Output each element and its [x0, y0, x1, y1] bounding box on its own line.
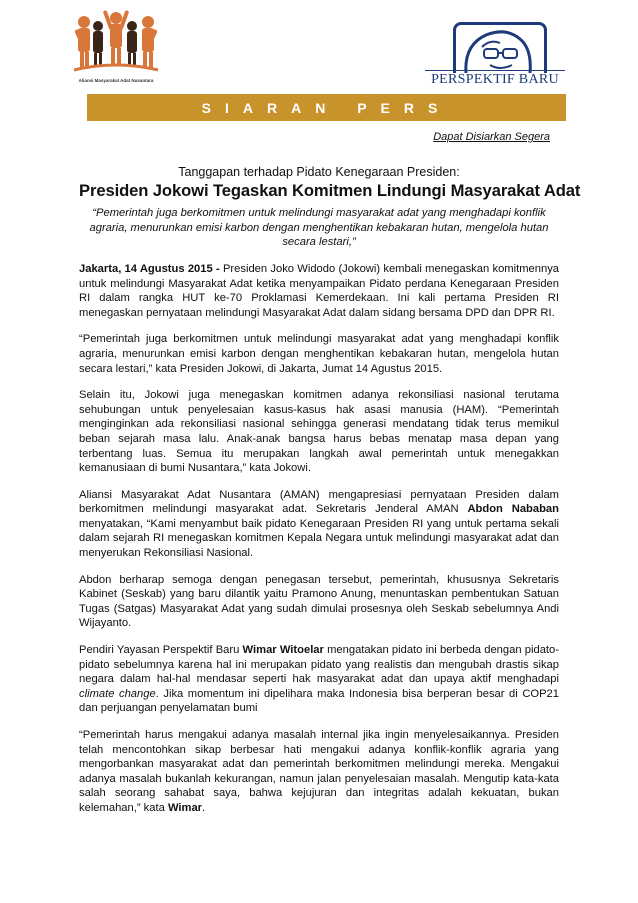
person-name: Abdon Nababan	[467, 503, 559, 516]
article-title: Presiden Jokowi Tegaskan Komitmen Lindungi Masyarakat Adat	[79, 180, 581, 200]
paragraph-7	[79, 728, 559, 816]
person-name: Wimar	[167, 801, 203, 814]
perspektif-baru-wordmark: PERSPEKTIF BARU	[425, 70, 565, 88]
paragraph-6-text-b: mengatakan pidato ini berbeda dengan pidato-pidato sebelumnya karena hal ini merupakan pidato yang realistis dan mengubah drastis sikap negara dalam hal-hal mendasar seperti hak masyarakat adat dan upaya aktif menghadapi	[79, 644, 559, 686]
paragraph-4-text-a: Aliansi Masyarakat Adat Nusantara (AMAN) mengapresiasi pernyataan Presiden dalam berkomitmen melindungi masyarakat adat. Sekretaris Jenderal AMAN	[79, 488, 559, 516]
paragraph-6-text-c: . Jika momentum ini dipelihara maka Indonesia bisa berperan besar di COP21 dan perjuangan penyelamatan bumi	[79, 687, 560, 715]
dateline: Jakarta, 14 Agustus 2015 -	[79, 262, 220, 275]
pre-title: Tanggapan terhadap Pidato Kenegaraan Presiden:	[178, 165, 460, 179]
italic-term: climate change	[79, 687, 156, 700]
paragraph-1-text: Presiden Joko Widodo (Jokowi) kembali menegaskan komitmennya untuk melindungi Masyarakat Adat ketika menyampaikan Pidato perdana Kenegaraan Presiden RI dalam rangka HUT ke-70 Proklamasi Kemerdekaan. Ini kali pertama Presiden RI menegaskan pernyataan melindungi Masyarakat Adat dalam sidang bersama DPD dan DPR RI.	[79, 262, 560, 319]
article-body	[79, 165, 581, 828]
release-note: Dapat Disiarkan Segera	[433, 131, 550, 143]
paragraph-6-text-a: Pendiri Yayasan Perspektif Baru	[79, 644, 243, 657]
paragraph-7-text-a: “Pemerintah harus mengakui adanya masalah internal jika ingin menyelesaikannya. Presiden telah mencontohkan sikap berbesar hati mengakui adanya konflik-konflik agraria yang mengorbankan masyarakat adat dan pemerintah berkomitmen melindungi mereka. Mengakui adanya masalah bukanlah kekurangan, namun jalan penyelesaian masalah. Mengutip kata-kata salah seorang sahabat saya, bahwa kejujuran dan integritas adalah kekuatan, bukan kelemahan,” kata	[79, 729, 559, 814]
lede-quote: “Pemerintah juga berkomitmen untuk melindungi masyarakat adat yang menghadapi konflik agraria, menurunkan emisi karbon dengan menghentikan kebakaran hutan, mengelola hutan secara lestari,”	[89, 207, 549, 249]
paragraph-3: Selain itu, Jokowi juga menegaskan komitmen adanya rekonsiliasi nasional terutama sehubungan untuk penyelesaian kasus-kasus hak asasi manusia (HAM). “Pemerintah menginginkan ada rekonsiliasi nasional sehingga generasi mendatang tidak terus memikul beban sejarah masa lalu. Anak-anak bangsa harus bebas menatap masa depan yang terbentang luas. Semua itu merupakan langkah awal pemerintah untuk menegakkan kemanusiaan di bumi Nusantara,” kata Jokowi.	[79, 389, 559, 475]
person-name: Wimar Witoelar	[242, 644, 324, 657]
portrait-icon	[453, 22, 547, 73]
paragraph-1	[79, 262, 559, 320]
paragraph-5: Abdon berharap semoga dengan penegasan tersebut, pemerintah, khususnya Sekretaris Kabinet (Seskab) yang baru dilantik yaitu Pramono Anung, menuntaskan pembentukan Satuan Tugas (Satgas) Masyarakat Adat yang sudah dimulai prosesnya oleh Seskab sebelumnya Andi Wijayanto.	[79, 573, 559, 630]
paragraph-4	[79, 488, 559, 561]
paragraph-7-text-b: .	[202, 801, 206, 814]
aman-figures-icon	[70, 8, 162, 76]
aman-logo-caption: Aliansi Masyarakat Adat Nusantara	[78, 78, 154, 83]
paragraph-2: “Pemerintah juga berkomitmen untuk melindungi masyarakat adat yang menghadapi konflik agraria, menurunkan emisi karbon dengan menghentikan kebakaran hutan, mengelola hutan secara lestari,” kata Presiden Jokowi, di Jakarta, Jumat 14 Agustus 2015.	[79, 333, 559, 375]
press-release-banner: SIARAN PERS	[87, 94, 566, 121]
perspektif-baru-logo	[425, 22, 565, 92]
paragraph-4-text-b: menyatakan, “Kami menyambut baik pidato Kenegaraan Presiden RI yang untuk pertama sekali dalam sejarah RI menegaskan komitmen Kepala Negara untuk melindungi masyarakat adat dan menyerukan Rekonsiliasi Nasional.	[79, 517, 559, 560]
aman-logo	[70, 8, 162, 88]
paragraph-6	[79, 643, 559, 716]
